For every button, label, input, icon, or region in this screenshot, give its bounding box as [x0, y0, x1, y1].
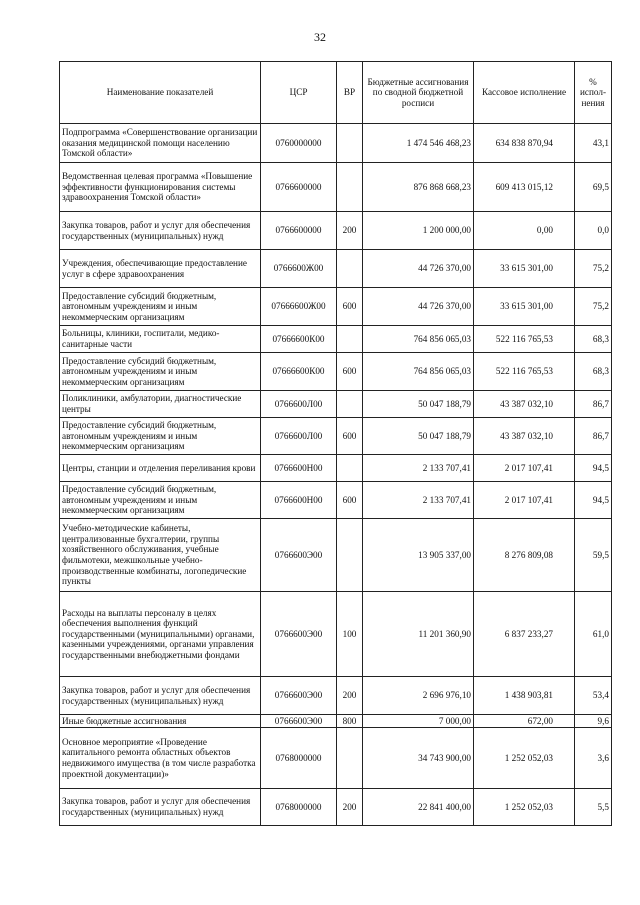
- row-vr: 200: [337, 789, 363, 826]
- table-row: [60, 250, 612, 288]
- row-code: 0766600000: [261, 163, 337, 212]
- row-cash: 522 116 765,53: [474, 353, 575, 391]
- row-name: Ведомственная целевая программа «Повышение эффективности функционирования системы здравоохранения Томской области»: [60, 163, 261, 212]
- table-row: [60, 288, 612, 326]
- table-row: [60, 418, 612, 455]
- row-code: 0766600Э00: [261, 592, 337, 677]
- row-cash: 672,00: [474, 715, 575, 728]
- row-name: Больницы, клиники, госпитали, медико-санитарные части: [60, 326, 261, 353]
- row-percent: 75,2: [575, 250, 612, 288]
- table-row: [60, 677, 612, 715]
- row-cash: 634 838 870,94: [474, 124, 575, 163]
- header-budget: Бюджетные ассигнования по сводной бюджетной росписи: [363, 62, 474, 124]
- budget-execution-table: [59, 61, 612, 826]
- row-vr: 600: [337, 288, 363, 326]
- row-budget: 2 696 976,10: [363, 677, 474, 715]
- table-row: [60, 715, 612, 728]
- table-row: [60, 212, 612, 250]
- header-code: ЦСР: [261, 62, 337, 124]
- row-code: 0766600000: [261, 212, 337, 250]
- row-code: 07666600Ж00: [261, 288, 337, 326]
- header-name: Наименование показателей: [60, 62, 261, 124]
- row-name: Предоставление субсидий бюджетным, автономным учреждениям и иным некоммерческим организациям: [60, 418, 261, 455]
- row-budget: 2 133 707,41: [363, 455, 474, 482]
- table-header-row: [60, 62, 612, 124]
- row-name: Предоставление субсидий бюджетным, автономным учреждениям и иным некоммерческим организациям: [60, 482, 261, 519]
- row-percent: 94,5: [575, 482, 612, 519]
- row-budget: 34 743 900,00: [363, 728, 474, 789]
- row-vr: [337, 250, 363, 288]
- row-name: Центры, станции и отделения переливания крови: [60, 455, 261, 482]
- row-vr: 200: [337, 212, 363, 250]
- row-vr: [337, 163, 363, 212]
- row-percent: 43,1: [575, 124, 612, 163]
- row-cash: 1 252 052,03: [474, 789, 575, 826]
- row-name: Закупка товаров, работ и услуг для обеспечения государственных (муниципальных) нужд: [60, 212, 261, 250]
- table-row: [60, 353, 612, 391]
- row-vr: 800: [337, 715, 363, 728]
- row-cash: 43 387 032,10: [474, 391, 575, 418]
- row-cash: 0,00: [474, 212, 575, 250]
- row-vr: 100: [337, 592, 363, 677]
- row-percent: 75,2: [575, 288, 612, 326]
- row-cash: 6 837 233,27: [474, 592, 575, 677]
- row-percent: 94,5: [575, 455, 612, 482]
- row-cash: 43 387 032,10: [474, 418, 575, 455]
- row-code: 0766600Э00: [261, 715, 337, 728]
- row-code: 0766600Ж00: [261, 250, 337, 288]
- row-percent: 86,7: [575, 418, 612, 455]
- row-code: 0766600Н00: [261, 482, 337, 519]
- row-vr: 600: [337, 418, 363, 455]
- row-percent: 59,5: [575, 519, 612, 592]
- header-percent: % испол-нения: [575, 62, 612, 124]
- row-code: 0768000000: [261, 728, 337, 789]
- row-budget: 44 726 370,00: [363, 288, 474, 326]
- header-vr: ВР: [337, 62, 363, 124]
- row-percent: 5,5: [575, 789, 612, 826]
- row-vr: 200: [337, 677, 363, 715]
- row-code: 0766600Л00: [261, 418, 337, 455]
- row-budget: 1 474 546 468,23: [363, 124, 474, 163]
- header-cash: Кассовое исполнение: [474, 62, 575, 124]
- row-percent: 53,4: [575, 677, 612, 715]
- row-name: Иные бюджетные ассигнования: [60, 715, 261, 728]
- row-cash: 1 252 052,03: [474, 728, 575, 789]
- row-name: Поликлиники, амбулатории, диагностические центры: [60, 391, 261, 418]
- row-budget: 11 201 360,90: [363, 592, 474, 677]
- row-percent: 61,0: [575, 592, 612, 677]
- row-budget: 22 841 400,00: [363, 789, 474, 826]
- row-code: 0766600Н00: [261, 455, 337, 482]
- row-percent: 68,3: [575, 326, 612, 353]
- row-vr: [337, 728, 363, 789]
- row-percent: 68,3: [575, 353, 612, 391]
- row-budget: 44 726 370,00: [363, 250, 474, 288]
- row-cash: 33 615 301,00: [474, 288, 575, 326]
- table-row: [60, 592, 612, 677]
- table-row: [60, 519, 612, 592]
- table-row: [60, 124, 612, 163]
- row-code: 07666600К00: [261, 353, 337, 391]
- row-code: 0766600Э00: [261, 677, 337, 715]
- row-name: Расходы на выплаты персоналу в целях обеспечения выполнения функций государственными (муниципальными) органами, казенными учреждениями, органами управления государственными внебюджетными фондами: [60, 592, 261, 677]
- table-row: [60, 789, 612, 826]
- row-budget: 1 200 000,00: [363, 212, 474, 250]
- row-percent: 0,0: [575, 212, 612, 250]
- table-row: [60, 455, 612, 482]
- page-number: 32: [314, 30, 326, 44]
- row-vr: [337, 326, 363, 353]
- row-cash: 522 116 765,53: [474, 326, 575, 353]
- table-row: [60, 326, 612, 353]
- table-row: [60, 163, 612, 212]
- row-budget: 13 905 337,00: [363, 519, 474, 592]
- table-row: [60, 391, 612, 418]
- table-row: [60, 482, 612, 519]
- row-code: 0766600Л00: [261, 391, 337, 418]
- row-name: Предоставление субсидий бюджетным, автономным учреждениям и иным некоммерческим организациям: [60, 288, 261, 326]
- row-vr: [337, 391, 363, 418]
- row-vr: [337, 124, 363, 163]
- row-name: Основное мероприятие «Проведение капитального ремонта областных объектов недвижимого имущества (в том числе разработка проектной документации)»: [60, 728, 261, 789]
- row-cash: 609 413 015,12: [474, 163, 575, 212]
- row-name: Подпрограмма «Совершенствование организации оказания медицинской помощи населению Томской области»: [60, 124, 261, 163]
- row-cash: 2 017 107,41: [474, 455, 575, 482]
- row-cash: 1 438 903,81: [474, 677, 575, 715]
- row-budget: 764 856 065,03: [363, 326, 474, 353]
- table-row: [60, 728, 612, 789]
- row-percent: 3,6: [575, 728, 612, 789]
- row-code: 0766600Э00: [261, 519, 337, 592]
- row-budget: 764 856 065,03: [363, 353, 474, 391]
- row-percent: 86,7: [575, 391, 612, 418]
- row-name: Учреждения, обеспечивающие предоставление услуг в сфере здравоохранения: [60, 250, 261, 288]
- row-vr: 600: [337, 353, 363, 391]
- row-cash: 33 615 301,00: [474, 250, 575, 288]
- row-budget: 50 047 188,79: [363, 391, 474, 418]
- row-cash: 2 017 107,41: [474, 482, 575, 519]
- row-percent: 69,5: [575, 163, 612, 212]
- row-code: 0760000000: [261, 124, 337, 163]
- row-name: Предоставление субсидий бюджетным, автономным учреждениям и иным некоммерческим организациям: [60, 353, 261, 391]
- row-budget: 7 000,00: [363, 715, 474, 728]
- row-vr: 600: [337, 482, 363, 519]
- row-name: Учебно-методические кабинеты, централизованные бухгалтерии, группы хозяйственного обслуживания, учебные фильмотеки, межшкольные учебно-производственные комбинаты, логопедические пункты: [60, 519, 261, 592]
- row-budget: 50 047 188,79: [363, 418, 474, 455]
- row-code: 0768000000: [261, 789, 337, 826]
- row-vr: [337, 519, 363, 592]
- row-percent: 9,6: [575, 715, 612, 728]
- row-cash: 8 276 809,08: [474, 519, 575, 592]
- row-budget: 2 133 707,41: [363, 482, 474, 519]
- row-budget: 876 868 668,23: [363, 163, 474, 212]
- row-name: Закупка товаров, работ и услуг для обеспечения государственных (муниципальных) нужд: [60, 677, 261, 715]
- row-code: 07666600К00: [261, 326, 337, 353]
- row-vr: [337, 455, 363, 482]
- row-name: Закупка товаров, работ и услуг для обеспечения государственных (муниципальных) нужд: [60, 789, 261, 826]
